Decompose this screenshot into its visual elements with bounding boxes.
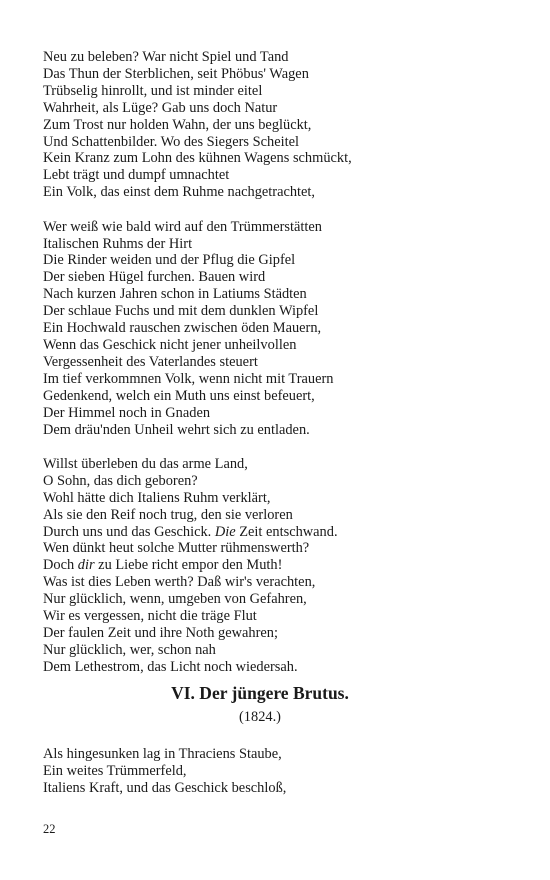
verse-line: Wohl hätte dich Italiens Ruhm verklärt, (43, 489, 271, 506)
verse-line: Als hingesunken lag in Thraciens Staube, (43, 745, 282, 762)
verse-line: Nach kurzen Jahren schon in Latiums Städten (43, 286, 307, 303)
verse-line: Italiens Kraft, und das Geschick beschloß, (43, 779, 287, 796)
verse-line: Zum Trost nur holden Wahn, der uns beglückt, (43, 116, 312, 133)
verse-line: Dem dräu'nden Unheil wehrt sich zu entladen. (43, 421, 310, 438)
verse-line: Wenn das Geschick nicht jener unheilvollen (43, 337, 297, 353)
verse-line: Und Schattenbilder. Wo des Siegers Scheitel (43, 133, 299, 150)
verse-line (43, 557, 513, 574)
verse-line: Dem Lethestrom, das Licht noch wiedersah. (43, 658, 298, 675)
stanza-3 (43, 456, 513, 676)
verse-line: Wer weiß wie bald wird auf den Trümmerstätten (43, 218, 322, 235)
verse-line: Ein Hochwald rauschen zwischen öden Mauern, (43, 320, 322, 337)
verse-line: Wen dünkt heut solche Mutter rühmenswerth? (43, 540, 310, 557)
stanza-1 (43, 49, 513, 201)
verse-line: Der faulen Zeit und ihre Noth gewahren; (43, 625, 278, 641)
verse-text: Doch (43, 557, 78, 574)
verse-line: O Sohn, das dich geboren? (43, 472, 198, 489)
italic-word: dir (77, 557, 95, 574)
page-body (43, 49, 513, 796)
verse-line: Neu zu beleben? War nicht Spiel und Tand (43, 49, 289, 65)
page-number: 22 (43, 822, 56, 836)
verse-line: Italischen Ruhms der Hirt (43, 235, 193, 252)
verse-text: Durch uns und das Geschick. (43, 523, 215, 540)
verse-line: Ein weites Trümmerfeld, (43, 762, 187, 779)
verse-line: Kein Kranz zum Lohn des kühnen Wagens schmückt, (43, 150, 352, 167)
verse-text: zu Liebe richt empor den Muth! (94, 557, 283, 574)
verse-line: Als sie den Reif noch trug, den sie verloren (43, 506, 293, 523)
verse-line: Der sieben Hügel furchen. Bauen wird (43, 269, 266, 286)
stanza-final (43, 746, 513, 797)
verse-line (43, 524, 513, 541)
verse-line: Gedenkend, welch ein Muth uns einst befeuert, (43, 387, 315, 404)
verse-line: Wahrheit, als Lüge? Gab uns doch Natur (43, 99, 278, 116)
verse-line: Nur glücklich, wer, schon nah (43, 641, 216, 658)
verse-line: Der Himmel noch in Gnaden (43, 404, 211, 421)
verse-line: Was ist dies Leben werth? Daß wir's verachten, (43, 574, 316, 591)
poem-date: (1824.) (239, 708, 281, 725)
verse-line: Im tief verkommnen Volk, wenn nicht mit Trauern (43, 370, 334, 387)
poem-title: VI. Der jüngere Brutus. (171, 682, 349, 703)
verse-text: Zeit entschwand. (235, 523, 338, 540)
verse-line: Willst überleben du das arme Land, (43, 455, 248, 472)
verse-line: Vergessenheit des Vaterlandes steuert (43, 353, 258, 370)
verse-line: Wir es vergessen, nicht die träge Flut (43, 608, 257, 625)
verse-line: Nur glücklich, wenn, umgeben von Gefahren, (43, 591, 307, 608)
verse-line: Ein Volk, das einst dem Ruhme nachgetrachtet, (43, 184, 316, 201)
verse-line: Lebt trägt und dumpf umnachtet (43, 167, 230, 184)
heading-gap (43, 726, 513, 746)
verse-line: Das Thun der Sterblichen, seit Phöbus' Wagen (43, 65, 309, 82)
verse-line: Die Rinder weiden und der Pflug die Gipfel (43, 252, 296, 269)
verse-line: Der schlaue Fuchs und mit dem dunklen Wipfel (43, 303, 319, 320)
stanza-gap (43, 438, 513, 456)
stanza-gap (43, 201, 513, 219)
stanza-2 (43, 219, 513, 439)
verse-line: Trübselig hinrollt, und ist minder eitel (43, 82, 263, 99)
italic-word: Die (214, 523, 236, 540)
